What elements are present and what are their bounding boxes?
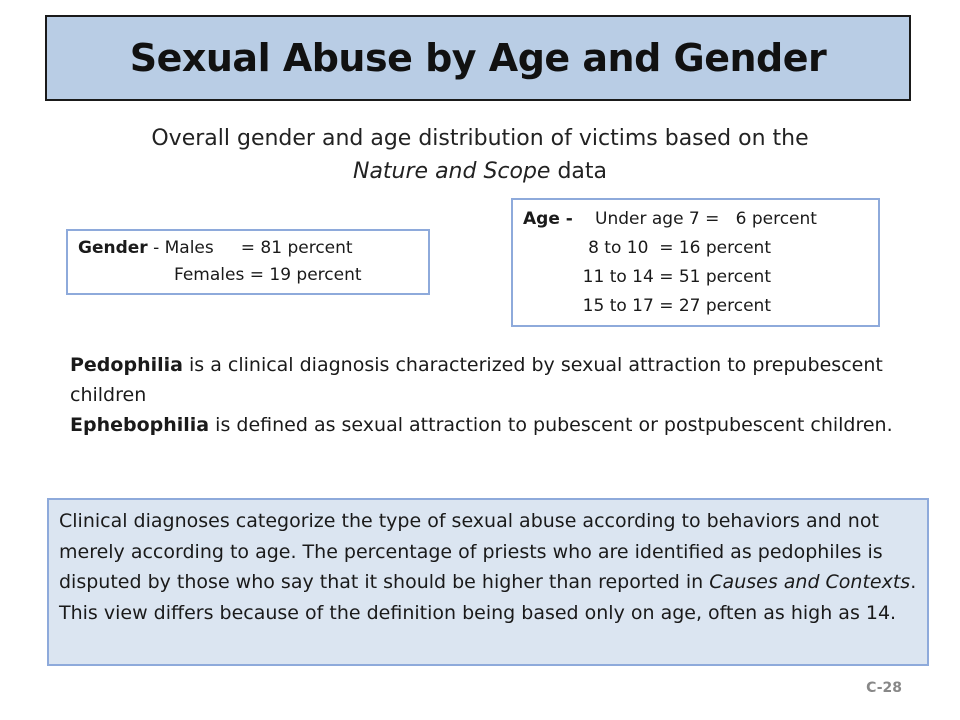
age-row-15-17 bbox=[523, 292, 878, 321]
definition-ephebophilia bbox=[70, 410, 900, 440]
definition-text: is a clinical diagnosis characterized by sexual attraction to prepubescent children bbox=[70, 354, 883, 406]
age-row-under-7 bbox=[523, 205, 878, 234]
gender-distribution-box bbox=[66, 229, 430, 295]
definition-pedophilia bbox=[70, 350, 900, 410]
gender-row-females bbox=[78, 262, 428, 289]
age-row-under-7-text: Under age 7 = 6 percent bbox=[595, 209, 817, 229]
subtitle-source-title: Nature and Scope bbox=[352, 159, 551, 184]
age-label: Age - bbox=[523, 209, 573, 229]
clinical-note-box bbox=[47, 498, 929, 666]
age-row-11-14-text: 11 to 14 = 51 percent bbox=[582, 267, 771, 287]
definition-term: Ephebophilia bbox=[70, 414, 210, 436]
gender-males-value: = 81 percent bbox=[240, 238, 353, 258]
definition-text: is defined as sexual attraction to pubescent or postpubescent children. bbox=[209, 414, 893, 436]
age-row-8-10 bbox=[523, 234, 878, 263]
age-distribution-box bbox=[511, 198, 880, 327]
title-banner bbox=[45, 15, 911, 101]
gender-label: Gender bbox=[78, 238, 148, 258]
subtitle bbox=[60, 122, 900, 188]
clinical-note-text bbox=[59, 506, 917, 628]
definition-term: Pedophilia bbox=[70, 354, 183, 376]
note-part-2: . This view differs because of the definition being based only on age, often as high as 14. bbox=[59, 571, 917, 624]
subtitle-line-2 bbox=[60, 155, 900, 188]
gender-males-name: Males bbox=[164, 238, 214, 258]
age-row-8-10-text: 8 to 10 = 16 percent bbox=[588, 238, 771, 258]
page-number: C-28 bbox=[866, 680, 902, 696]
gender-females-name: Females bbox=[174, 265, 245, 285]
definitions bbox=[70, 350, 900, 440]
age-row-11-14 bbox=[523, 263, 878, 292]
age-row-15-17-text: 15 to 17 = 27 percent bbox=[582, 296, 771, 316]
note-part-1: Clinical diagnoses categorize the type of sexual abuse according to behaviors and not merely according to age. The percentage of priests who are identified as pedophiles is disputed by those who say that it should be higher than reported in bbox=[59, 510, 883, 593]
note-source-title: Causes and Contexts bbox=[709, 571, 911, 593]
subtitle-line-2-rest: data bbox=[550, 159, 608, 184]
slide-title: Sexual Abuse by Age and Gender bbox=[129, 36, 827, 80]
gender-row-males: Gender - Males = 81 percent bbox=[78, 238, 353, 258]
gender-females-value: = 19 percent bbox=[249, 265, 362, 285]
subtitle-line-1: Overall gender and age distribution of victims based on the bbox=[151, 126, 809, 151]
